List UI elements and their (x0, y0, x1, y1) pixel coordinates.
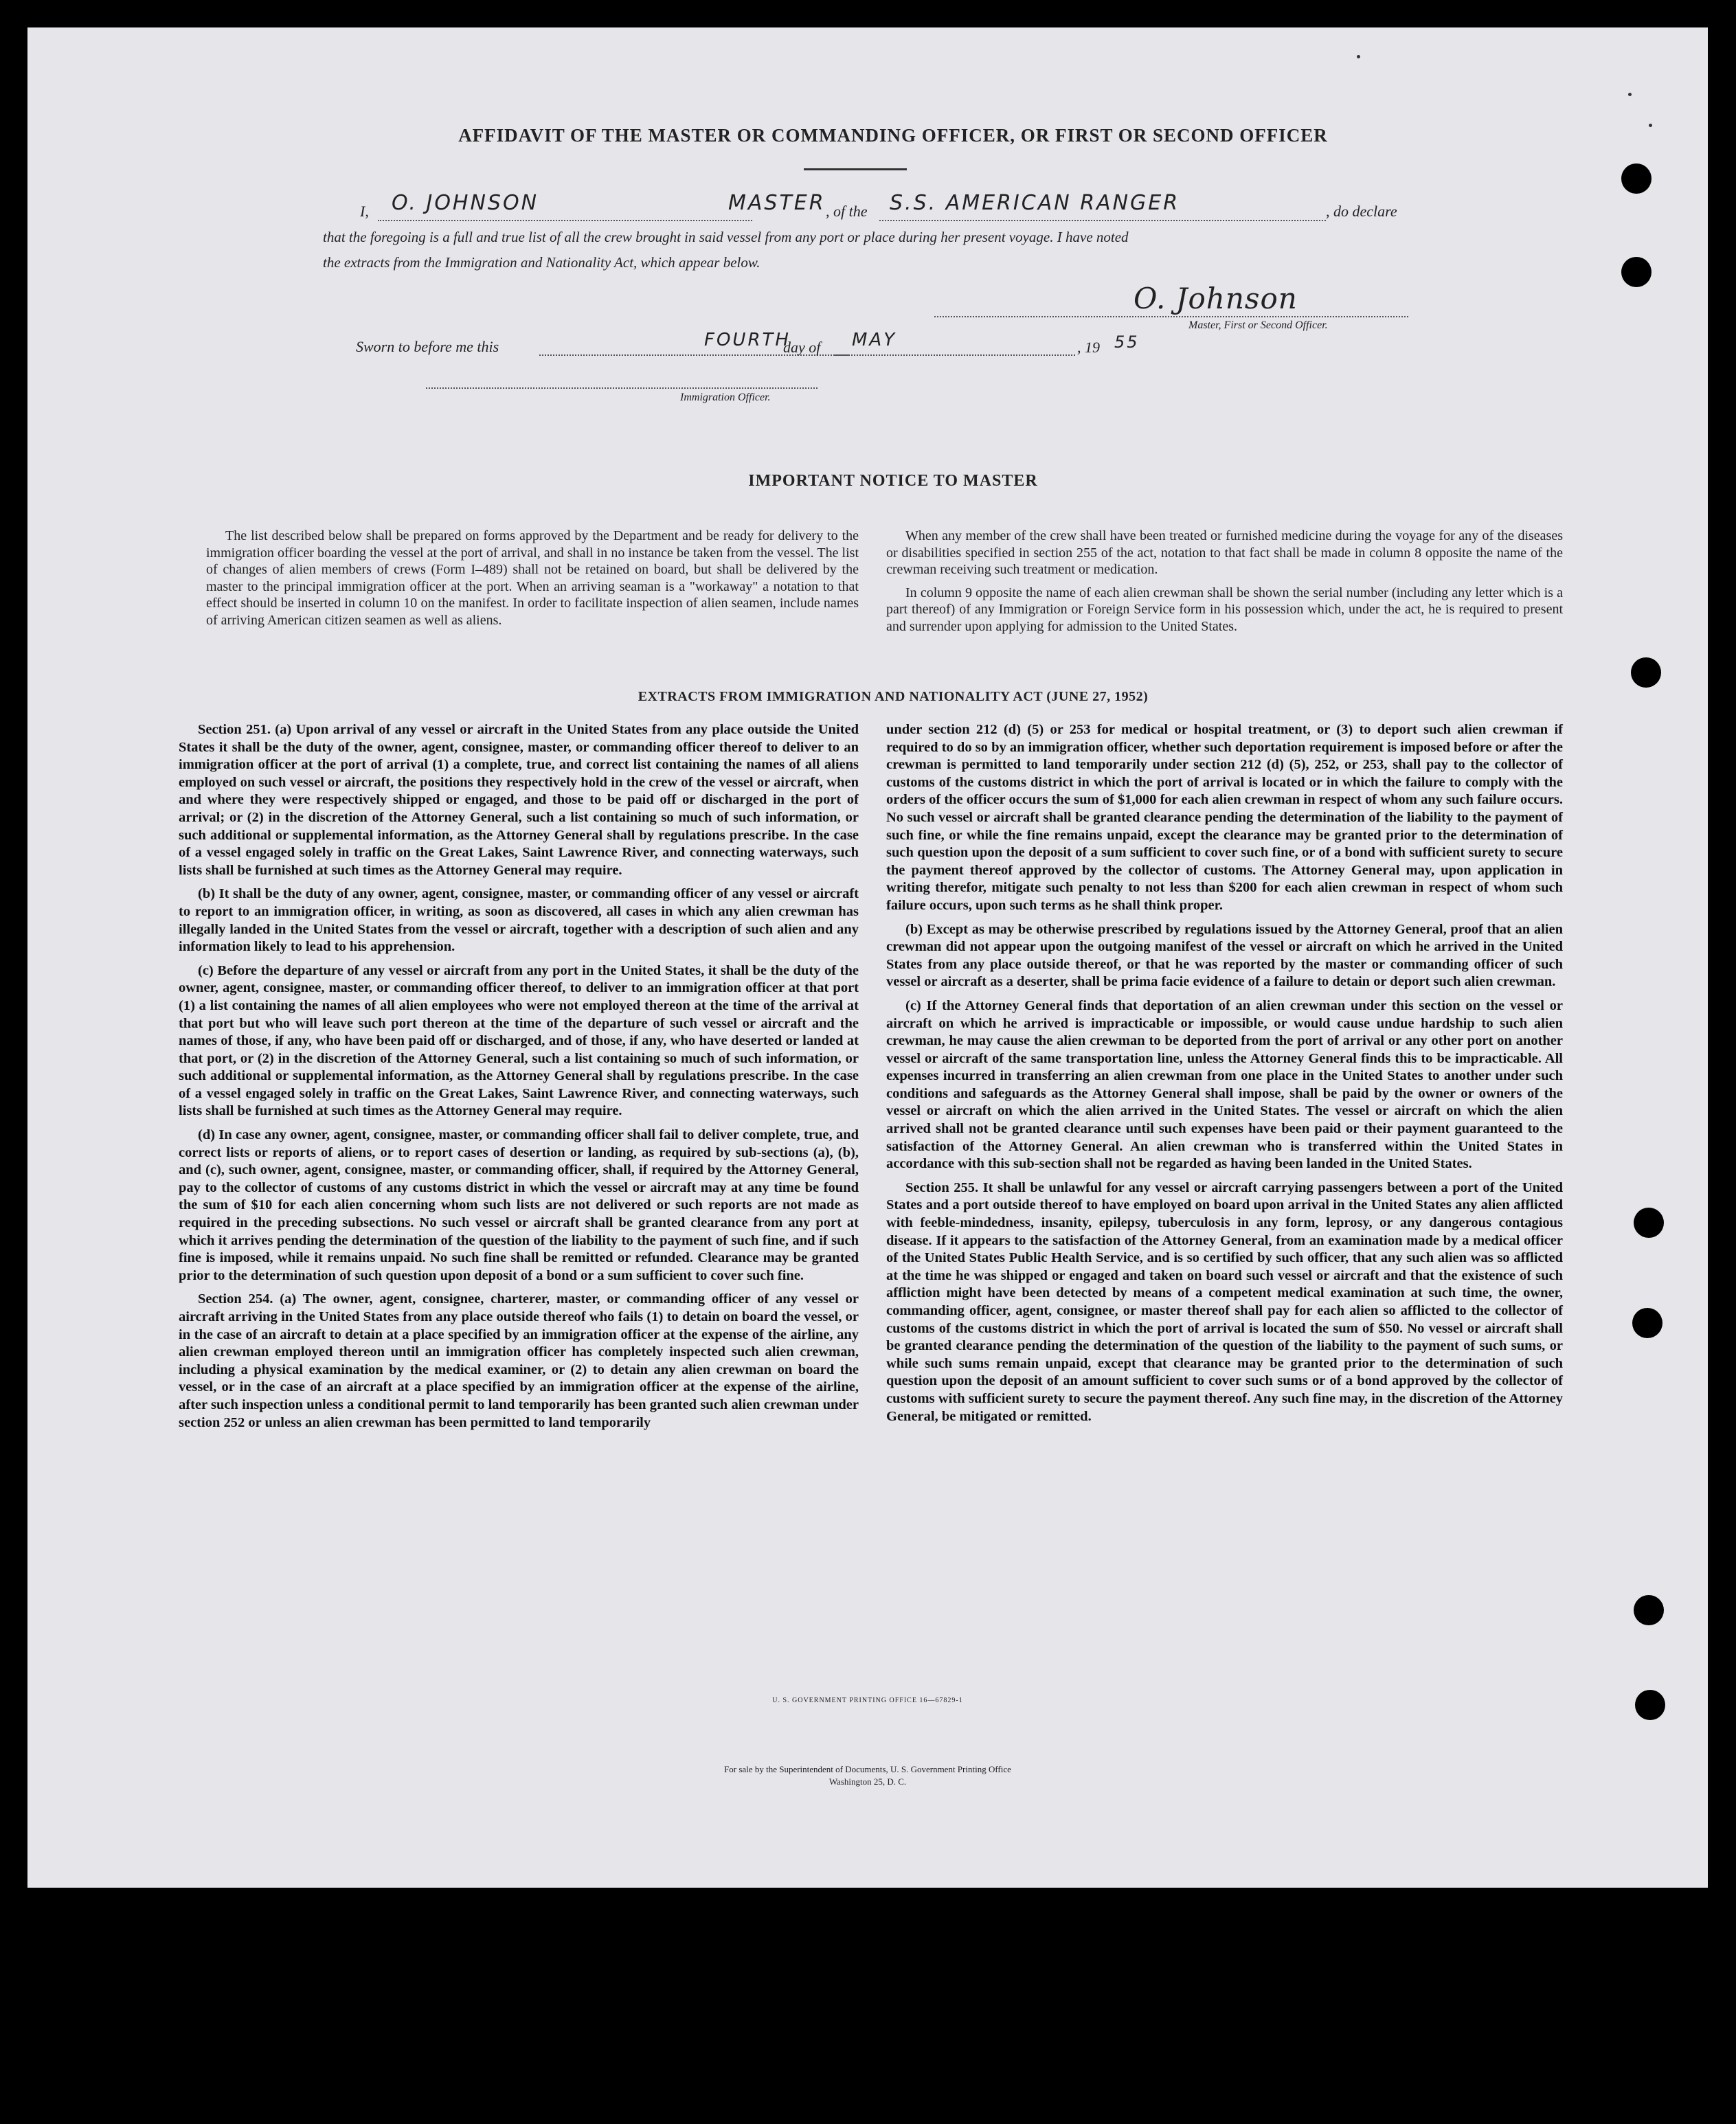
extracts-right-column (886, 721, 1563, 1432)
section-251-d: (d) In case any owner, agent, consignee, master, or commanding officer shall fail to deliver complete, true, and correct lists or reports of aliens, or to report cases of desertion or landing, as required by sub-sections (a), (b), and (c), such owner, agent, consignee, master, or commanding officer, shall, if required by the Attorney General, pay to the collector of customs of any customs district in which the vessel or aircraft may at any time be found the sum of $10 for each alien concerning whom such lists are not delivered or such reports are not made as required in the preceding subsections. No such vessel or aircraft shall be granted clearance from any port at which it arrives pending the determination of the question of the liability to the payment of such fine, and if such fine is imposed, while it remains unpaid. No such fine shall be remitted or refunded. Clearance may be granted prior to the determination of such question upon deposit of a bond or a sum sufficient to cover such fine. (179, 1127, 859, 1283)
section-254-a-cont: under section 212 (d) (5) or 253 for medical or hospital treatment, or (3) to deport such alien crewman if required to do so by an immigration officer, whether such deportation requirement is imposed before or after the crewman is permitted to land temporarily under section 212 (d) (5), 252, or 253, shall pay to the collector of customs of the customs district in which the port of arrival is located or in which the failure to comply with the orders of the officer occurs the sum of $1,000 for each alien crewman in respect of whom any such failure occurs. No such vessel or aircraft shall be granted clearance pending the determination of the liability to the payment of such fine, or while the fine remains unpaid, except the clearance may be granted prior to the determination of such question upon the deposit of a sum sufficient to cover such fine, or of a bond with sufficient surety to secure the payment thereof approved by the collector of customs. The Attorney General may, upon application in writing therefor, mitigate such penalty to not less than $200 for each alien crewman in respect of whom such failure occurs, upon such terms as he shall think proper. (886, 722, 1563, 913)
section-251-b: (b) It shall be the duty of any owner, agent, consignee, master, or commanding officer of any vessel or aircraft to report to an immigration officer, in writing, as soon as discovered, all cases in which any alien crewman has illegally landed in the United States from the vessel or aircraft, together with a description of such alien and any information likely to lead to his apprehension. (179, 886, 859, 955)
of-the-label: , of the (826, 203, 868, 220)
notice-left-column (206, 528, 859, 635)
extracts-left-column (179, 721, 859, 1438)
punch-hole (1634, 1595, 1664, 1625)
day-of-label: day of (783, 339, 821, 356)
sale-line-2: Washington 25, D. C. (828, 1776, 907, 1787)
year-prefix-label: , 19 (1077, 339, 1100, 356)
extracts-title: EXTRACTS FROM IMMIGRATION AND NATIONALITY ACT (JUNE 27, 1952) (638, 689, 1149, 704)
officer-line (426, 387, 818, 389)
speck-mark (1649, 124, 1652, 127)
rank-value: MASTER (728, 191, 826, 215)
section-254-c: (c) If the Attorney General finds that deportation of an alien crewman under this section on the vessel or aircraft on which he arrived is impracticable or impossible, or would cause undue hardship to such alien crewman, he may cause the alien crewman to be deported from the port of arrival or any other port on another vessel or aircraft of the same transportation line, unless the Attorney General finds this to be impracticable. All expenses incurred in transferring an alien crewman from one place in the United States to another under such conditions and safeguards as the Attorney General shall impose, shall be paid by the owner or owners of the vessel or aircraft on which the alien arrived in the United States. The vessel or aircraft on which the alien arrived shall not be granted clearance until such expenses have been paid or their payment guaranteed to the satisfaction of the Attorney General. An alien crewman who is transferred within the United States in accordance with this sub-section shall not be regarded as having been landed in the United States. (886, 997, 1563, 1172)
punch-hole (1621, 163, 1652, 194)
punch-hole (1635, 1690, 1665, 1720)
vessel-line (879, 220, 1326, 221)
vessel-name: S.S. AMERICAN RANGER (890, 191, 1180, 215)
signature-line (934, 316, 1408, 317)
section-254-a: Section 254. (a) The owner, agent, consignee, charterer, master, or commanding officer of any vessel or aircraft arriving in the United States from any place outside thereof who fails (1) to detain on board the vessel, or in the case of an aircraft to detain at a place specified by an immigration officer at the expense of the airline, any alien crewman employed thereon until an immigration officer has completely inspected such alien crewman, including a physical examination by the medical examiner, or (2) to detain any alien crewman on board the vessel, or in the case of an aircraft at a place specified by an immigration officer at the expense of the airline, after such inspection unless a conditional permit to land temporarily has been granted such alien crewman under section 252 or unless an alien crewman has been permitted to land temporarily (179, 1291, 859, 1430)
name-line (378, 220, 752, 221)
section-255: Section 255. It shall be unlawful for any vessel or aircraft carrying passengers between a port of the United States and a port outside thereof to have employed on board upon arrival in the United States any alien afflicted with feeble-mindedness, insanity, epilepsy, tuberculosis in any form, leprosy, or any dangerous contagious disease. If it appears to the satisfaction of the Attorney General, from an examination made by a medical officer of the United States Public Health Service, and is so certified by such officer, that any such alien was so afflicted at the time he was shipped or engaged and taken on board such vessel or aircraft and that the existence of such affliction might have been detected by means of a competent medical examination at such time, the owner, commanding officer, agent, consignee, or master thereof shall pay for each alien so afflicted to the collector of customs of the customs district in which the port of arrival is located the sum of $50. No vessel or aircraft shall be granted clearance pending the determination of the question of the liability to the payment of such sums, or while such sums remain unpaid, except that clearance may be granted prior to the determination of such question upon the deposit of an amount sufficient to cover such sums or of a bond approved by the collector of customs with sufficient surety to secure the payment thereof. Any such fine may, in the discretion of the Attorney General, be mitigated or remitted. (886, 1179, 1563, 1424)
punch-hole (1621, 257, 1652, 287)
section-251-c: (c) Before the departure of any vessel or aircraft from any port in the United States, it shall be the duty of the owner, agent, consignee, master, or commanding officer thereof, to deliver to an immigration officer at that port (1) a list containing the names of all alien employees who were not employed thereon at the time of the arrival at that port but who will leave such port thereon at the time of the departure of such vessel or aircraft and the names of those, if any, who have been paid off or discharged, and of those, if any, who have deserted or landed at that port, or (2) in the discretion of the Attorney General, such a list containing so much of such information, or such additional or supplemental information, as the Attorney General shall by regulations prescribe. In the case of a vessel engaged solely in traffic on the Great Lakes, Saint Lawrence River, and connecting waterways, such lists shall be furnished at such times as the Attorney General may require. (179, 962, 859, 1119)
punch-hole (1632, 1308, 1662, 1338)
speck-mark (1357, 55, 1360, 58)
affidavit-line-3: the extracts from the Immigration and Nationality Act, which appear below. (323, 254, 760, 271)
sworn-year: 55 (1114, 332, 1140, 352)
affidavit-line-2: that the foregoing is a full and true list of all the crew brought in said vessel from any port or place during her present voyage. I have noted (323, 229, 1129, 245)
master-name: O. JOHNSON (392, 191, 539, 215)
officer-label: Immigration Officer. (680, 392, 771, 403)
document-page (27, 27, 1708, 1888)
signature-label: Master, First or Second Officer. (1188, 319, 1328, 331)
sworn-month: MAY (852, 330, 897, 350)
sworn-day: FOURTH (704, 330, 791, 350)
master-signature: O. Johnson (1134, 282, 1298, 315)
do-declare-label: , do declare (1326, 203, 1397, 220)
notice-right-paragraph-2: In column 9 opposite the name of each alien crewman shall be shown the serial number (including any letter which is a part thereof) of any Immigration or Foreign Service form in his possession which, under the act, he is required to present and surrender upon applying for admission to the United States. (886, 585, 1563, 634)
speck-mark (1628, 93, 1632, 96)
punch-hole (1631, 657, 1661, 688)
sworn-line-2 (835, 354, 1075, 356)
affidavit-title: AFFIDAVIT OF THE MASTER OR COMMANDING OFFICER, OR FIRST OR SECOND OFFICER (458, 125, 1328, 146)
printing-office-line: U. S. GOVERNMENT PRINTING OFFICE 16—67829-1 (772, 1697, 963, 1704)
section-251-a: Section 251. (a) Upon arrival of any vessel or aircraft in the United States from any place outside the United States it shall be the duty of the owner, agent, consignee, master, or commanding officer thereof to deliver to an immigration officer at the port of arrival (1) a complete, true, and correct list containing the names of all aliens employed on such vessel or aircraft, the positions they respectively hold in the crew of the vessel or aircraft, when and where they were respectively shipped or engaged, and those to be paid off or discharged in the port of arrival; or (2) in the discretion of the Attorney General, such a list containing so much of such information, or such additional or supplemental information, as the Attorney General shall by regulations prescribe. In the case of a vessel engaged solely in traffic on the Great Lakes, Saint Lawrence River, and connecting waterways, such lists shall be furnished at such times as the Attorney General may require. (179, 722, 859, 878)
notice-left-paragraph: The list described below shall be prepared on forms approved by the Department and be ready for delivery to the immigration officer boarding the vessel at the port of arrival, and shall in no instance be taken from the vessel. The list of changes of alien members of crews (Form I–489) shall not be retained on board, but shall be delivered by the master to the principal immigration officer at the port. When an arriving seaman is a "workaway" a notation to that effect should be inserted in column 10 on the manifest. In order to facilitate inspection of alien seamen, include names of arriving American citizen seamen as well as aliens. (206, 528, 859, 628)
notice-right-paragraph-1: When any member of the crew shall have been treated or furnished medicine during the voyage for any of the diseases or disabilities specified in section 255 of the act, notation to that fact shall be made in column 8 opposite the name of the crewman receiving such treatment or medication. (886, 528, 1563, 578)
sale-line-1: For sale by the Superintendent of Documents, U. S. Government Printing Office (724, 1764, 1011, 1774)
notice-title: IMPORTANT NOTICE TO MASTER (748, 472, 1038, 490)
punch-hole (1634, 1208, 1664, 1238)
title-rule (804, 168, 907, 170)
sworn-label: Sworn to before me this (356, 338, 499, 355)
section-254-b: (b) Except as may be otherwise prescribed by regulations issued by the Attorney General, proof that an alien crewman did not appear upon the outgoing manifest of the vessel or aircraft on which he arrived in the United States from any place outside thereof, or that he was reported by the master or commanding officer of such vessel or aircraft as a deserter, shall be prima facie evidence of a failure to detain or deport such alien crewman. (886, 921, 1563, 990)
i-label: I, (360, 203, 369, 220)
notice-right-column (886, 528, 1563, 642)
